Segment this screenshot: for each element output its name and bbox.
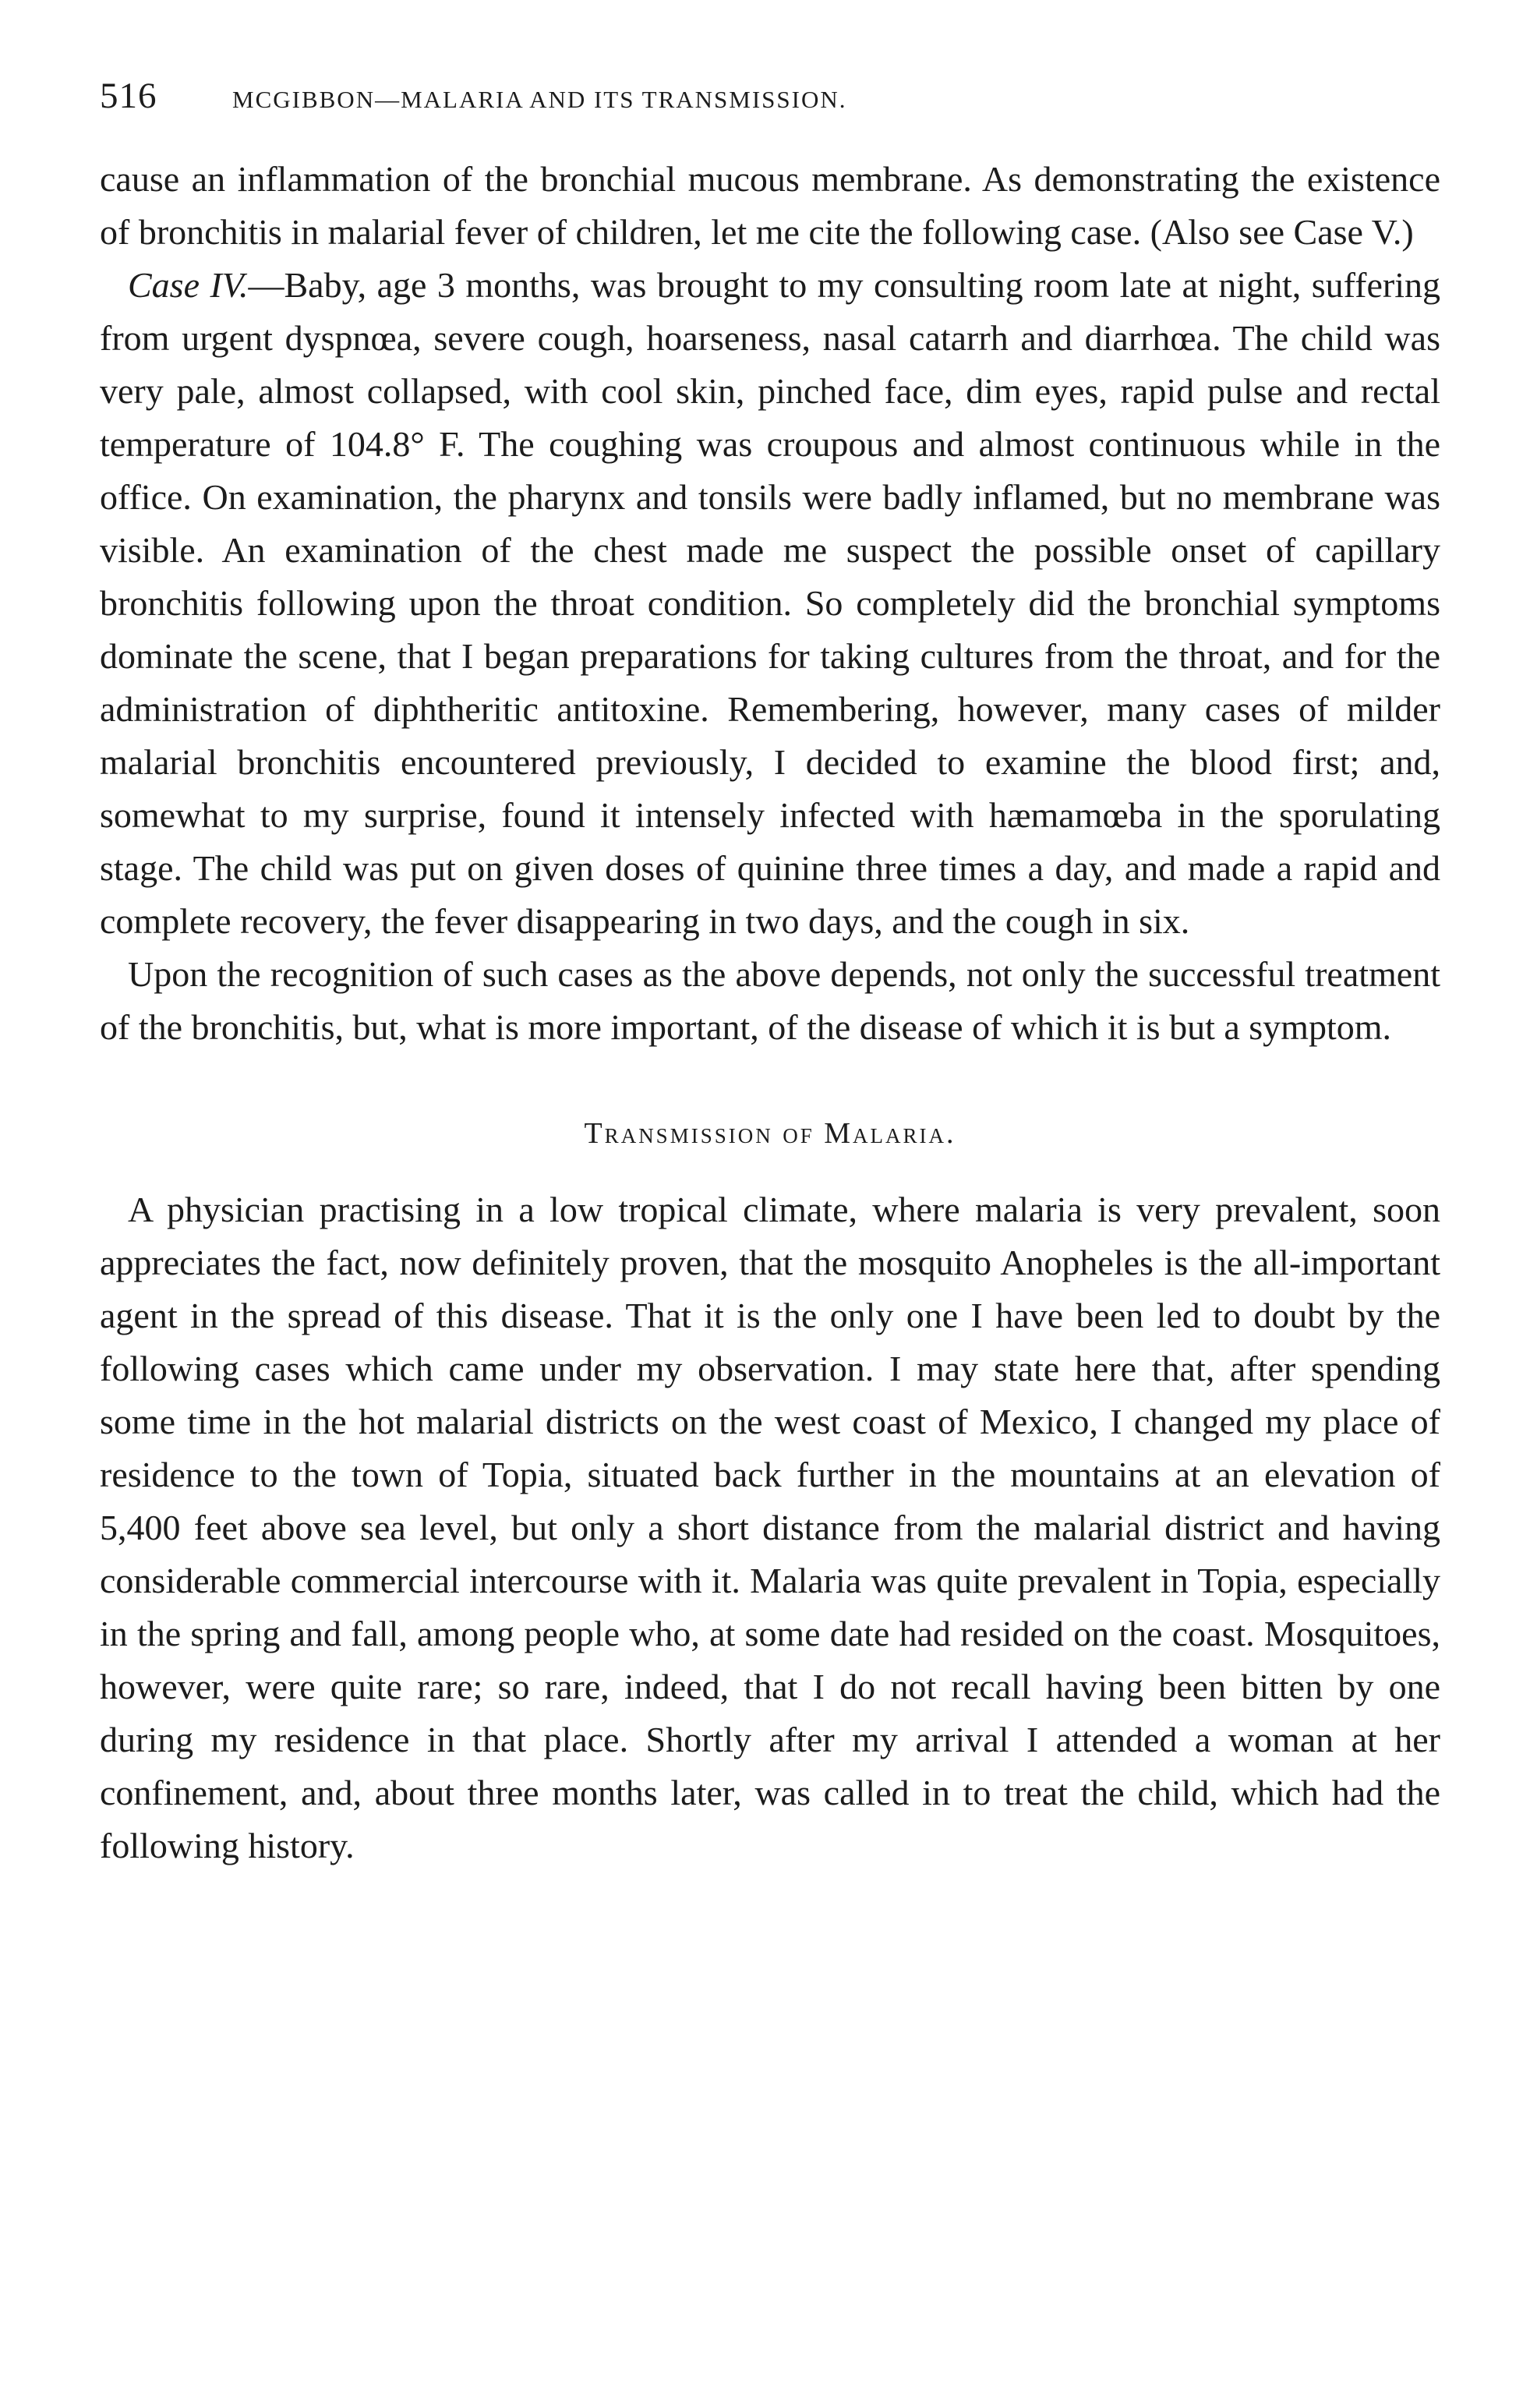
paragraph-continuation: cause an inflammation of the bronchial mucous membrane. As demonstrating the existence of bronchitis in malarial fever of children, let me cite the following case. (Also see Case V.) [100, 159, 1440, 252]
case-label: Case IV. [128, 265, 249, 305]
page-number: 516 [100, 76, 157, 116]
running-header [100, 75, 1440, 122]
paragraph-case-iv [100, 259, 1440, 948]
running-title: MCGIBBON—MALARIA AND ITS TRANSMISSION. [232, 86, 847, 113]
section-heading: Transmission of Malaria. [584, 1117, 956, 1150]
paragraph-recognition: Upon the recognition of such cases as the above depends, not only the successful treatment of the bronchitis, but, what is more important, of the disease of which it is but a symptom. [100, 954, 1440, 1047]
case-text: —Baby, age 3 months, was brought to my consulting room late at night, suffering from urgent dyspnœa, severe cough, hoarseness, nasal catarrh and diarrhœa. The child was very pale, almost collapsed, with cool skin, pinched face, dim eyes, rapid pulse and rectal temperature of 104.8° F. The coughing was croupous and almost continuous while in the office. On examination, the pharynx and tonsils were badly inflamed, but no membrane was visible. An examination of the chest made me suspect the possible onset of capillary bronchitis following upon the throat condition. So completely did the bronchial symptoms dominate the scene, that I began preparations for taking cultures from the throat, and for the administration of diphtheritic antitoxine. Remembering, however, many cases of milder malarial bronchitis encountered previously, I decided to examine the blood first; and, somewhat to my surprise, found it intensely infected with hæmamœba in the sporulating stage. The child was put on given doses of quinine three times a day, and made a rapid and complete recovery, the fever disappearing in two days, and the cough in six. [100, 265, 1440, 941]
paragraph-transmission: A physician practising in a low tropical climate, where malaria is very prevalent, soon appreciates the fact, now definitely proven, that the mosquito Anopheles is the all-important agent in the spread of this disease. That it is the only one I have been led to doubt by the following cases which came under my observation. I may state here that, after spending some time in the hot malarial districts on the west coast of Mexico, I changed my place of residence to the town of Topia, situated back further in the mountains at an elevation of 5,400 feet above sea level, but only a short distance from the malarial district and having considerable commercial intercourse with it. Malaria was quite prevalent in Topia, especially in the spring and fall, among people who, at some date had resided on the coast. Mosquitoes, however, were quite rare; so rare, indeed, that I do not recall having been bitten by one during my residence in that place. Shortly after my arrival I attended a woman at her confinement, and, about three months later, was called in to treat the child, which had the following history. [100, 1190, 1440, 1865]
document-page [100, 75, 1440, 1872]
